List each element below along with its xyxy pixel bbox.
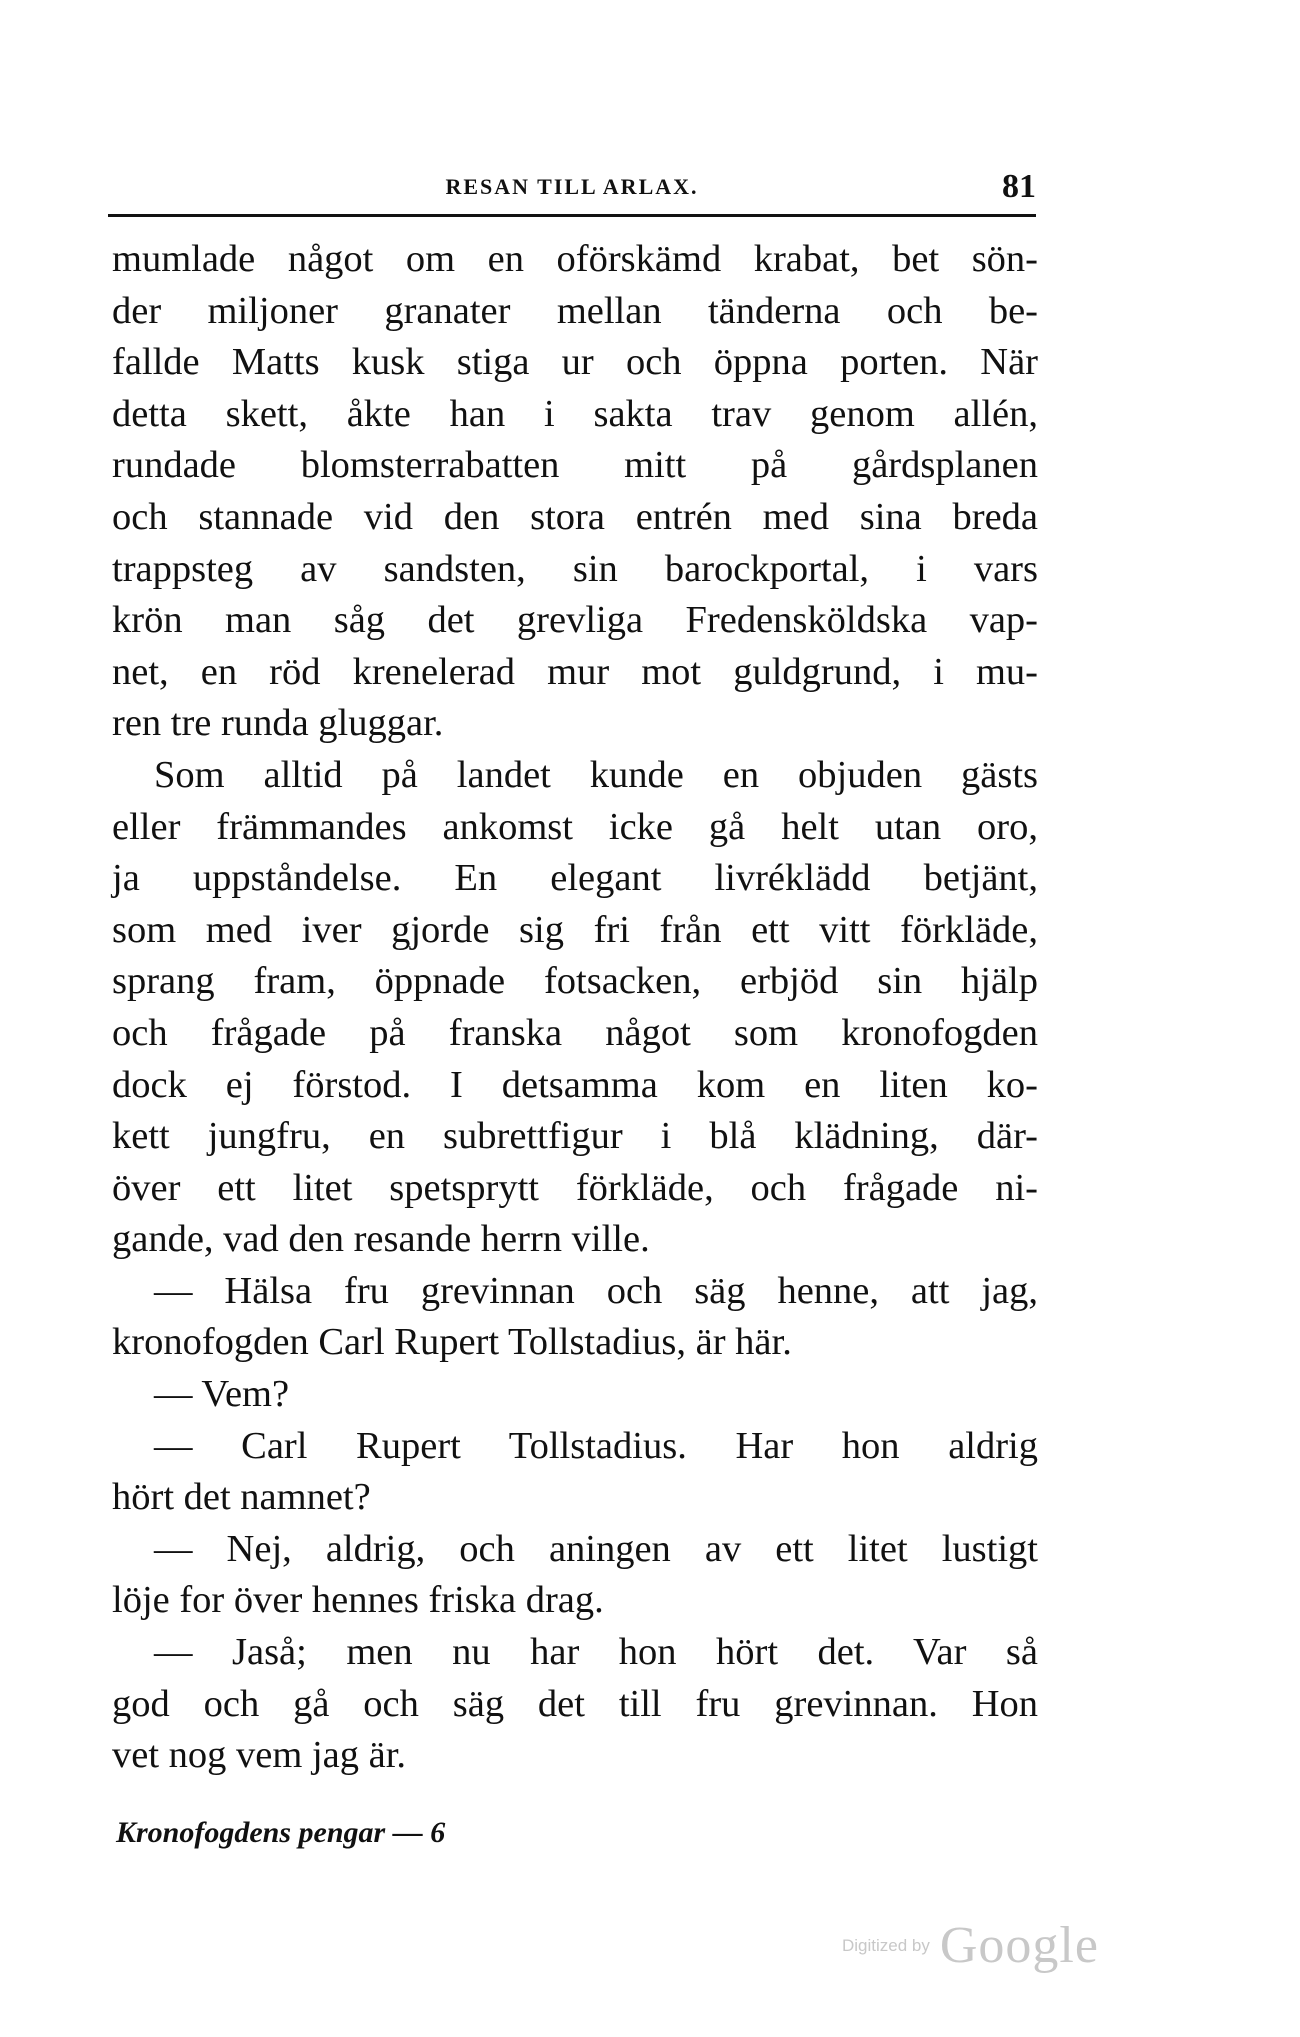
text-line: mumlade något om en oförskämd krabat, bet sön-	[112, 238, 1038, 280]
text-line: god och gå och säg det till fru grevinnan. Hon	[112, 1682, 1038, 1725]
text-line: krön man såg det grevliga Fredensköldska vap-	[112, 599, 1038, 642]
text-line: — Nej, aldrig, och aningen av ett litet lustigt	[154, 1527, 1038, 1570]
text-line: ren tre runda gluggar.	[112, 702, 444, 745]
text-line: rundade blomsterrabatten mitt på gårdsplanen	[112, 444, 1038, 487]
running-title: RESAN TILL ARLAX.	[445, 174, 699, 199]
text-line: och frågade på franska något som kronofogden	[112, 1011, 1038, 1054]
text-line: eller främmandes ankomst icke gå helt utan oro,	[112, 805, 1038, 848]
text-line: fallde Matts kusk stiga ur och öppna porten. När	[112, 341, 1038, 384]
text-line: löje for över hennes friska drag.	[112, 1579, 604, 1622]
text-line: — Vem?	[154, 1373, 290, 1416]
text-line: sprang fram, öppnade fotsacken, erbjöd sin hjälp	[112, 960, 1038, 1003]
text-line: hört det namnet?	[112, 1476, 371, 1519]
text-line: vet nog vem jag är.	[112, 1734, 407, 1777]
text-line: över ett litet spetsprytt förkläde, och frågade ni-	[112, 1166, 1038, 1209]
text-line: trappsteg av sandsten, sin barockportal, i vars	[112, 547, 1038, 590]
text-line: ja uppståndelse. En elegant livréklädd betjänt,	[112, 857, 1038, 900]
signature-mark: Kronofogdens pengar — 6	[116, 1816, 446, 1849]
page-number: 81	[1002, 168, 1036, 205]
text-line: Som alltid på landet kunde en objuden gästs	[154, 753, 1038, 796]
text-line: kett jungfru, en subrettfigur i blå klädning, där-	[112, 1115, 1038, 1158]
text-line: som med iver gjorde sig fri från ett vitt förkläde,	[112, 908, 1038, 951]
text-line: net, en röd krenelerad mur mot guldgrund, i mu-	[112, 650, 1038, 693]
text-line: kronofogden Carl Rupert Tollstadius, är här.	[112, 1321, 792, 1364]
watermark-prefix: Digitized by	[842, 1935, 930, 1955]
text-line: — Carl Rupert Tollstadius. Har hon aldrig	[154, 1424, 1038, 1467]
text-line: — Hälsa fru grevinnan och säg henne, att jag,	[154, 1269, 1038, 1312]
text-line: detta skett, åkte han i sakta trav genom allén,	[112, 392, 1038, 435]
header-rule	[108, 214, 1036, 217]
text-line: dock ej förstod. I detsamma kom en liten ko-	[112, 1063, 1038, 1106]
text-line: der miljoner granater mellan tänderna och be-	[112, 289, 1038, 332]
running-header	[108, 170, 1036, 210]
text-line: — Jaså; men nu har hon hört det. Var så	[154, 1631, 1038, 1674]
digitized-watermark	[842, 1916, 1099, 1976]
google-logo: Google	[939, 1917, 1099, 1974]
body-text	[112, 234, 1038, 1782]
text-line: gande, vad den resande herrn ville.	[112, 1218, 650, 1261]
text-line: och stannade vid den stora entrén med sina breda	[112, 495, 1038, 538]
